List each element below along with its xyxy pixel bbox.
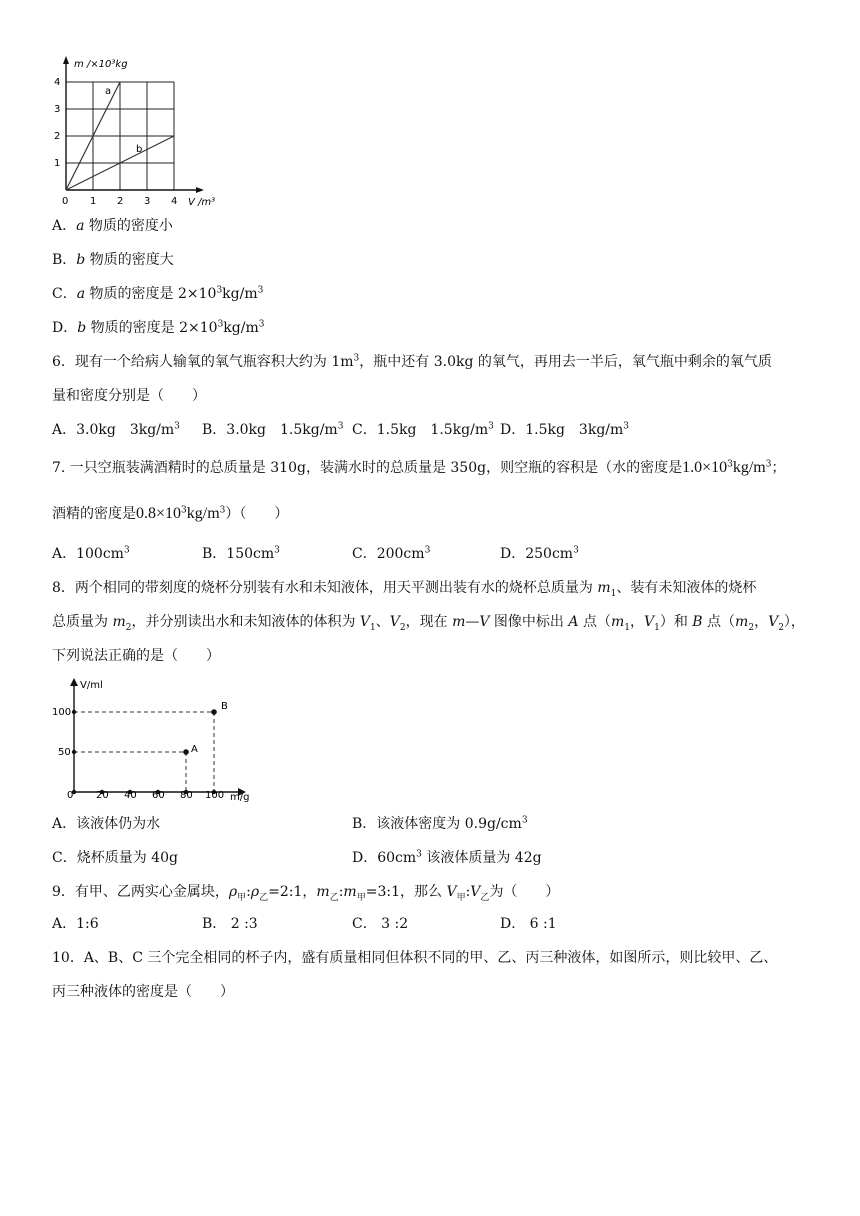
line-b-label: b xyxy=(136,144,143,155)
x-tick: 20 xyxy=(96,790,109,801)
x-tick: 1 xyxy=(90,196,97,207)
x-tick: 3 xyxy=(144,196,151,207)
q8-option-a: A．该液体仍为水 xyxy=(52,816,161,832)
x-tick: 0 xyxy=(67,790,74,801)
q6-option-c: C．1.5kg $1.5kg/m^3$ xyxy=(352,421,494,438)
x-axis-label: V /m³ xyxy=(188,197,216,208)
mass-volume-graph-ab xyxy=(50,50,230,215)
y-axis-label: V/ml xyxy=(80,680,103,691)
q8-stem-line3: 下列说法正确的是（ ） xyxy=(52,648,220,664)
q9-option-c: C． 3 :2 xyxy=(352,916,409,932)
y-tick: 1 xyxy=(54,158,61,169)
q5-option-b: B．b 物质的密度大 xyxy=(52,252,174,268)
q8-stem-line1: 8．两个相同的带刻度的烧杯分别装有水和未知液体，用天平测出装有水的烧杯总质量为 $m_1$、装有未知液体的烧杯 xyxy=(52,580,757,599)
q7-option-a: A．$100cm^3$ xyxy=(52,545,130,562)
q5-option-a: A．a 物质的密度小 xyxy=(52,218,173,234)
x-tick: 80 xyxy=(180,790,193,801)
x-axis-label: m/g xyxy=(230,792,250,803)
q9-stem: 9．有甲、乙两实心金属块，$\rho_甲:\rho_乙=2:1$，$m_乙:m_甲=3:1$，那么 $V_甲:V_乙$为（ ） xyxy=(52,884,560,903)
point-a-label: A xyxy=(191,744,198,755)
x-tick: 2 xyxy=(117,196,124,207)
y-axis-label: m /×10³kg xyxy=(74,59,128,70)
point-b xyxy=(211,709,217,715)
q10-stem-line1: 10．A、B、C 三个完全相同的杯子内，盛有质量相同但体积不同的甲、乙、丙三种液体，如图所示，则比较甲、乙、 xyxy=(52,950,778,966)
q7-stem-line2: 酒精的密度是$0.8\times 10^3kg/m^3$）（ ） xyxy=(52,505,289,522)
q6-option-d: D．1.5kg $3kg/m^3$ xyxy=(500,421,630,438)
point-b-label: B xyxy=(221,701,228,712)
x-tick: 0 xyxy=(62,196,69,207)
y-tick: 100 xyxy=(52,707,72,718)
q10-stem-line2: 丙三种液体的密度是（ ） xyxy=(52,984,234,1000)
line-a-label: a xyxy=(105,86,112,97)
q6-stem-line2: 量和密度分别是（ ） xyxy=(52,388,206,404)
q8-option-d: D．$60cm^3$ 该液体质量为 42g xyxy=(352,849,542,866)
x-tick: 60 xyxy=(152,790,165,801)
y-tick: 50 xyxy=(58,747,71,758)
x-tick: 4 xyxy=(171,196,178,207)
q7-option-c: C．$200cm^3$ xyxy=(352,545,431,562)
q8-option-b: B．该液体密度为 $0.9g/cm^3$ xyxy=(352,815,528,832)
q9-option-a: A．1:6 xyxy=(52,916,99,932)
q9-option-b: B． 2 :3 xyxy=(202,916,258,932)
point-a xyxy=(183,749,189,755)
q7-option-d: D．$250cm^3$ xyxy=(500,545,579,562)
volume-mass-graph-AB xyxy=(50,672,270,808)
x-tick: 40 xyxy=(124,790,137,801)
q8-stem-line2: 总质量为 $m_2$，并分别读出水和未知液体的体积为 $V_1$、$V_2$，现在 m—V 图像中标出 A 点（$m_1$，$V_1$）和 B 点（$m_2$，$V_2$）， xyxy=(52,614,805,633)
q6-option-a: A．3.0kg $3kg/m^3$ xyxy=(52,421,180,438)
y-tick: 2 xyxy=(54,131,61,142)
y-tick: 4 xyxy=(54,77,61,88)
q6-option-b: B．3.0kg $1.5kg/m^3$ xyxy=(202,421,344,438)
q9-option-d: D． 6 :1 xyxy=(500,916,557,932)
q7-option-b: B．$150cm^3$ xyxy=(202,545,280,562)
y-tick: 3 xyxy=(54,104,61,115)
q5-option-d: D．b 物质的密度是 $2\times 10^3kg/m^3$ xyxy=(52,319,265,336)
q6-stem-line1: 6．现有一个给病人输氧的氧气瓶容积大约为 $1m^3$，瓶中还有 3.0kg 的氧气，再用去一半后，氧气瓶中剩余的氧气质 xyxy=(52,353,772,370)
q5-option-c: C．a 物质的密度是 $2\times 10^3kg/m^3$ xyxy=(52,285,264,302)
q8-option-c: C．烧杯质量为 40g xyxy=(52,850,178,866)
x-tick: 100 xyxy=(205,790,225,801)
q7-stem-line1: 7. 一只空瓶装满酒精时的总质量是 310g，装满水时的总质量是 350g，则空瓶的容积是（水的密度是$1.0\times 10^3kg/m^3$； xyxy=(52,459,786,476)
